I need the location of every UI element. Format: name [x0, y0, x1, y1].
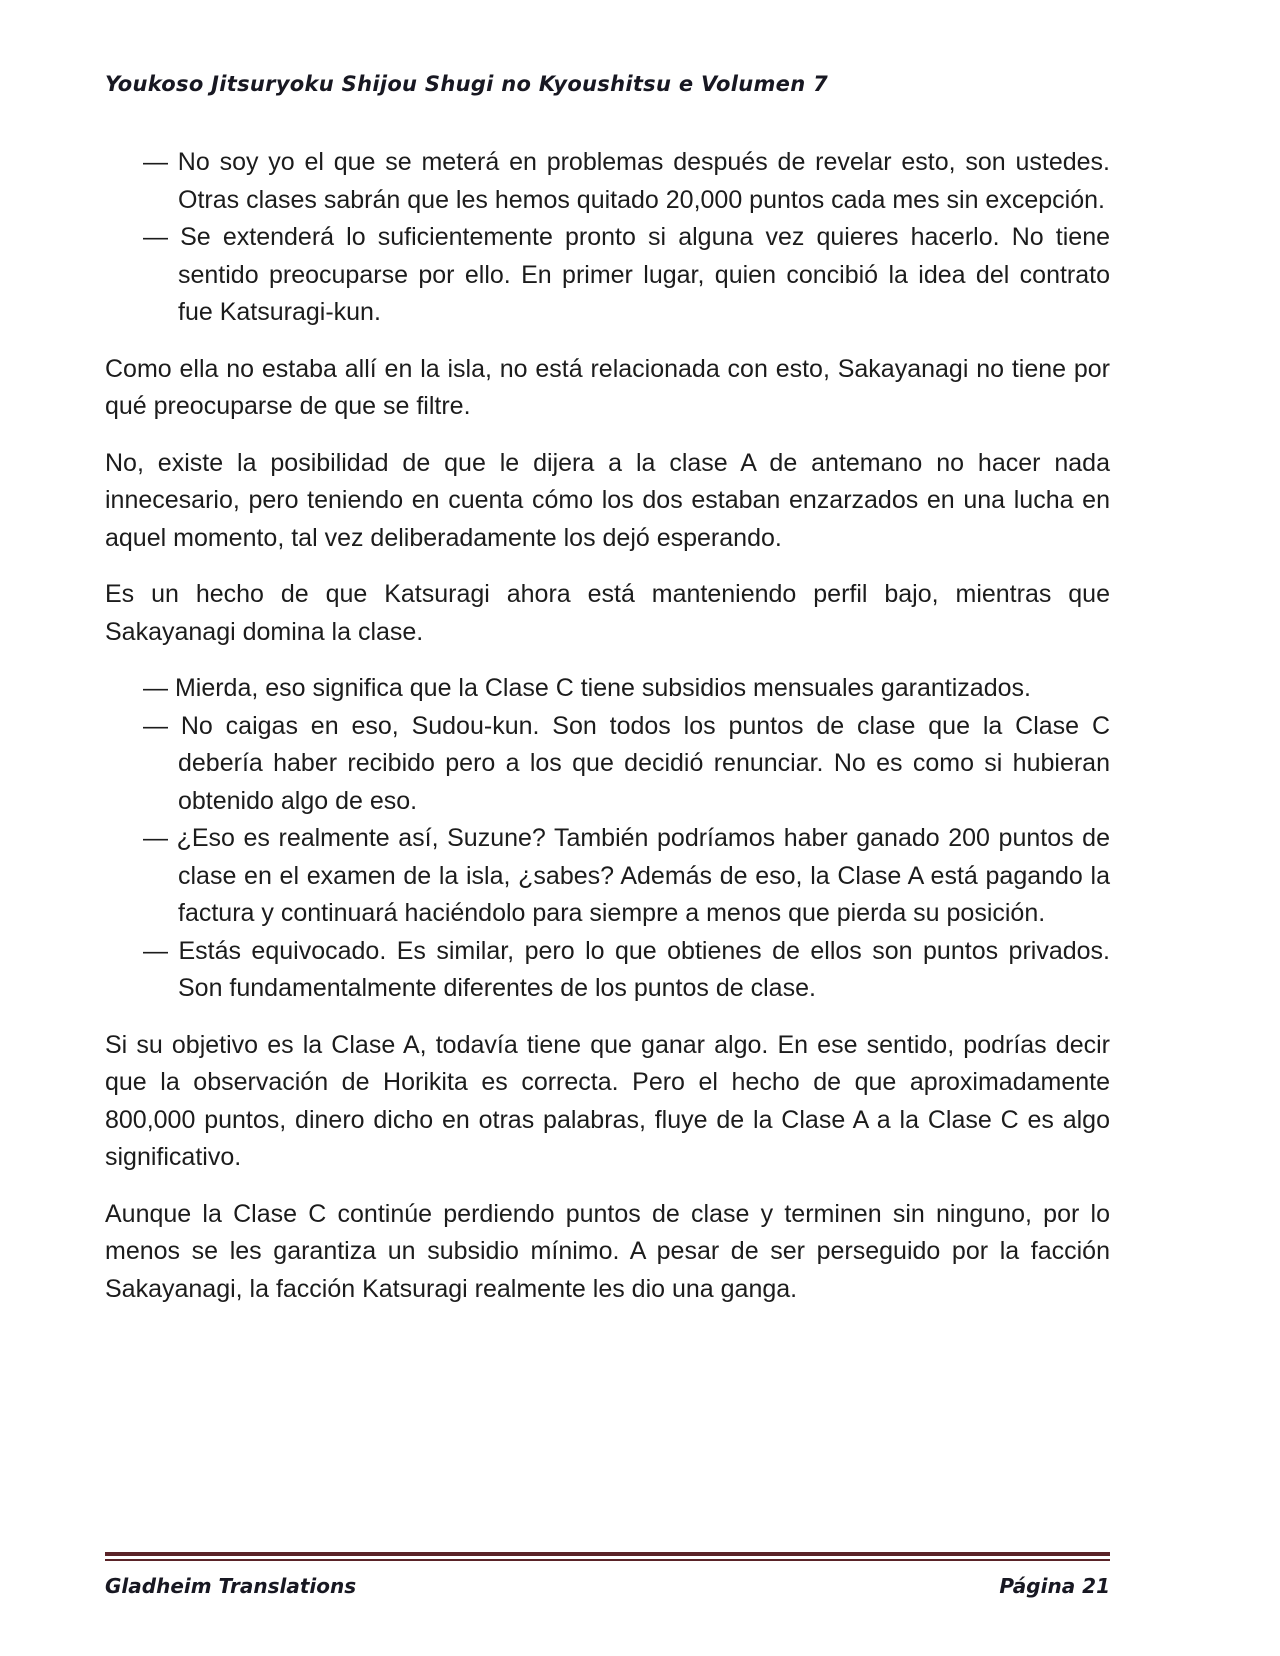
page-footer	[105, 1552, 1110, 1598]
paragraph: Es un hecho de que Katsuragi ahora está manteniendo perfil bajo, mientras que Sakayanagi domina la clase.	[105, 580, 1110, 646]
dialogue-line: — Mierda, eso significa que la Clase C tiene subsidios mensuales garantizados.	[143, 674, 1031, 702]
paragraph: Si su objetivo es la Clase A, todavía tiene que ganar algo. En ese sentido, podrías decir que la observación de Horikita es correcta. Pero el hecho de que aproximadamente 800,000 puntos, dinero dicho en otras palabras, fluye de la Clase A a la Clase C es algo significativo.	[105, 1030, 1110, 1171]
dialogue-line: — No caigas en eso, Sudou-kun. Son todos los puntos de clase que la Clase C debería haber recibido pero a los que decidió renunciar. No es como si hubieran obtenido algo de eso.	[143, 711, 1110, 815]
dialogue-line: — ¿Eso es realmente así, Suzune? También podríamos haber ganado 200 puntos de clase en el examen de la isla, ¿sabes? Además de eso, la Clase A está pagando la factura y continuará haciéndolo para siempre a menos que pierda su posición.	[143, 824, 1110, 927]
paragraph: No, existe la posibilidad de que le dijera a la clase A de antemano no hacer nada innecesario, pero teniendo en cuenta cómo los dos estaban enzarzados en una lucha en aquel momento, tal vez deliberadamente los dejó esperando.	[105, 448, 1110, 552]
footer-rule	[105, 1552, 1110, 1561]
document-body	[105, 144, 1110, 1518]
paragraph: Aunque la Clase C continúe perdiendo puntos de clase y terminen sin ninguno, por lo menos se les garantiza un subsidio mínimo. A pesar de ser perseguido por la facción Sakayanagi, la facción Katsuragi realmente les dio una ganga.	[105, 1199, 1110, 1303]
header-title: Youkoso Jitsuryoku Shijou Shugi no Kyoushitsu e Volumen 7	[105, 72, 828, 96]
dialogue-line: — Se extenderá lo suficientemente pronto si alguna vez quieres hacerlo. No tiene sentido preocuparse por ello. En primer lugar, quien concibió la idea del contrato fue Katsuragi-kun.	[143, 223, 1110, 326]
dialogue-group	[105, 670, 1110, 1008]
footer-translator: Gladheim Translations	[105, 1574, 357, 1598]
footer-row	[105, 1574, 1110, 1598]
dialogue-group	[105, 144, 1110, 332]
dialogue-line: — Estás equivocado. Es similar, pero lo que obtienes de ellos son puntos privados. Son fundamentalmente diferentes de los puntos de clase.	[143, 936, 1110, 1002]
page-header	[105, 72, 1110, 96]
footer-page-number: Página 21	[999, 1574, 1110, 1598]
dialogue-line: — No soy yo el que se meterá en problemas después de revelar esto, son ustedes. Otras clases sabrán que les hemos quitado 20,000 puntos cada mes sin excepción.	[143, 148, 1110, 214]
paragraph: Como ella no estaba allí en la isla, no está relacionada con esto, Sakayanagi no tiene por qué preocuparse de que se filtre.	[105, 354, 1110, 420]
